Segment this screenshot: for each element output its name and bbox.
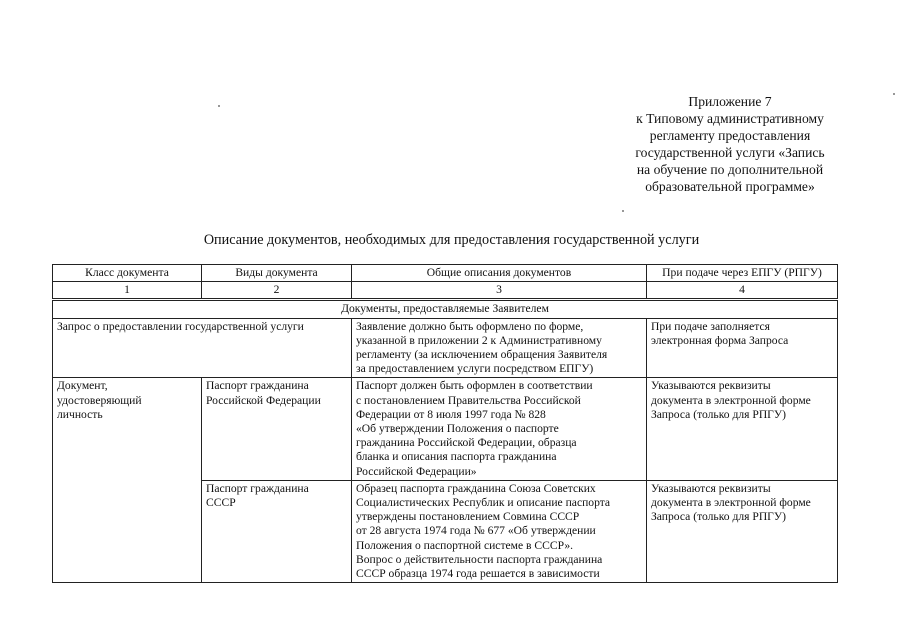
identity-description-cell (352, 378, 647, 480)
cell-line: с постановлением Правительства Российской (356, 393, 581, 407)
appendix-line: образовательной программе» (645, 179, 815, 194)
appendix-line: регламенту предоставления (649, 128, 811, 143)
cell-line: Запроса (только для РПГУ) (651, 510, 786, 524)
cell-line: Социалистических Республик и описание паспорта (356, 496, 611, 510)
cell-line: Паспорт должен быть оформлен в соответствии (356, 379, 593, 393)
cell-line: Вопрос о действительности паспорта гражданина (356, 552, 603, 566)
ussr-epgu-cell (647, 480, 838, 582)
request-description-cell (352, 318, 647, 378)
identity-epgu-cell (647, 378, 838, 480)
cell-line: Запрос о предоставлении государственной услуги (57, 319, 304, 333)
scan-speck (218, 105, 220, 107)
scan-speck (622, 210, 624, 212)
cell-line: указанной в приложении 2 к Административному (356, 333, 602, 347)
cell-line: от 28 августа 1974 года № 677 «Об утверждении (356, 524, 596, 538)
appendix-line: государственной услуги «Запись (635, 145, 825, 160)
cell-line: Паспорт гражданина (206, 379, 309, 393)
request-class-cell (53, 318, 352, 378)
cell-line: бланка и описания паспорта гражданина (356, 450, 557, 464)
request-epgu-cell (647, 318, 838, 378)
cell-line: Документ, (57, 379, 108, 393)
cell-line: Заявление должно быть оформлено по форме, (356, 319, 584, 333)
cell-line: Указываются реквизиты (651, 379, 771, 393)
appendix-line: на обучение по дополнительной (636, 162, 824, 177)
cell-line: При подаче заполняется (651, 319, 770, 333)
cell-line: «Об утверждении Положения о паспорте (356, 422, 559, 436)
header-cell-kind: Виды документа (202, 265, 352, 282)
appendix-line: Приложение 7 (688, 94, 772, 109)
column-number: 2 (202, 282, 352, 300)
cell-line: личность (57, 407, 103, 421)
column-number: 4 (647, 282, 838, 300)
section-row (53, 300, 838, 318)
header-cell-description: Общие описания документов (352, 265, 647, 282)
cell-line: Федерации от 8 июля 1997 года № 828 (356, 407, 546, 421)
column-number-row (53, 282, 838, 300)
header-cell-class: Класс документа (53, 265, 202, 282)
cell-line: утверждены постановлением Совмина СССР (356, 510, 580, 524)
cell-line: Российской Федерации» (356, 464, 477, 478)
cell-line: документа в электронной форме (651, 393, 811, 407)
cell-line: Образец паспорта гражданина Союза Советских (356, 481, 596, 495)
appendix-header (600, 93, 860, 195)
table-row (53, 378, 838, 480)
section-heading: Документы, предоставляемые Заявителем (53, 300, 838, 318)
cell-line: электронная форма Запроса (651, 333, 789, 347)
column-number: 1 (53, 282, 202, 300)
documents-table (52, 264, 838, 583)
cell-line: Запроса (только для РПГУ) (651, 407, 786, 421)
table-row (53, 318, 838, 378)
cell-line: Паспорт гражданина (206, 481, 309, 495)
cell-line: Указываются реквизиты (651, 481, 771, 495)
scan-speck (893, 93, 895, 95)
cell-line: гражданина Российской Федерации, образца (356, 436, 577, 450)
cell-line: Положения о паспортной системе в СССР». (356, 538, 574, 552)
cell-line: за предоставлением услуги посредством ЕПГУ) (356, 362, 594, 376)
column-number: 3 (352, 282, 647, 300)
appendix-line: к Типовому административному (636, 111, 824, 126)
cell-line: регламенту (за исключением обращения Заявителя (356, 348, 608, 362)
identity-class-cell (53, 378, 202, 583)
ussr-description-cell (352, 480, 647, 582)
cell-line: СССР (206, 496, 236, 510)
cell-line: СССР образца 1974 года решается в зависимости (356, 567, 600, 581)
header-cell-epgu: При подаче через ЕПГУ (РПГУ) (647, 265, 838, 282)
cell-line: документа в электронной форме (651, 496, 811, 510)
cell-line: удостоверяющий (57, 393, 142, 407)
identity-kind-cell (202, 378, 352, 480)
table-header-row (53, 265, 838, 282)
ussr-kind-cell (202, 480, 352, 582)
cell-line: Российской Федерации (206, 393, 321, 407)
document-title: Описание документов, необходимых для предоставления государственной услуги (203, 232, 700, 248)
